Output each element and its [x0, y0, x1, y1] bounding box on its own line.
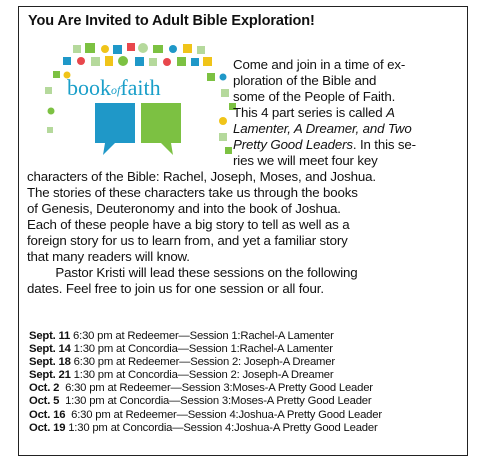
- session-details: 6:30 pm at Redeemer—Session 2: Joseph-A Dreamer: [70, 356, 335, 369]
- session-date: Oct. 5: [29, 395, 60, 408]
- schedule-row: [29, 356, 382, 369]
- intro-line: Lamenter, A Dreamer, and Two: [233, 121, 412, 136]
- body-line: characters of the Bible: Rachel, Joseph, Moses, and Joshua.: [27, 169, 376, 184]
- invitation-title: You Are Invited to Adult Bible Exploration!: [28, 13, 315, 29]
- book-of-faith-logo: [43, 43, 243, 177]
- body-line: of Genesis, Deuteronomy and into the book of Joshua.: [27, 201, 341, 216]
- session-details: 6:30 pm at Redeemer—Session 3:Moses-A Pretty Good Leader: [59, 382, 373, 395]
- body-line: Pastor Kristi will lead these sessions on the following: [27, 265, 358, 280]
- body-line: The stories of these characters take us through the books: [27, 185, 358, 200]
- session-details: 1:30 pm at Concordia—Session 3:Moses-A Pretty Good Leader: [59, 395, 372, 408]
- intro-line: ries we will meet four key: [233, 153, 378, 168]
- schedule-row: [29, 330, 382, 343]
- session-details: 1:30 pm at Concordia—Session 1:Rachel-A Lamenter: [70, 343, 333, 356]
- intro-line: some of the People of Faith.: [233, 89, 396, 104]
- session-date: Oct. 19: [29, 421, 66, 434]
- session-details: 1:30 pm at Concordia—Session 2: Joseph-A Dreamer: [70, 369, 334, 382]
- intro-line: Come and join in a time of ex-: [233, 57, 406, 72]
- session-date: Sept. 18: [29, 356, 71, 369]
- schedule-row: [29, 395, 382, 408]
- schedule-row: [29, 409, 382, 422]
- book-of-faith-wordmark: bookoffaith: [67, 75, 161, 100]
- body-line: that many readers will know.: [27, 249, 190, 264]
- session-schedule: [29, 330, 382, 435]
- schedule-row: [29, 369, 382, 382]
- session-date: Sept. 11: [29, 330, 71, 342]
- schedule-row: [29, 422, 382, 435]
- session-details: 6:30 pm at Redeemer—Session 4:Joshua-A Pretty Good Leader: [65, 408, 382, 421]
- session-details: 6:30 pm at Redeemer—Session 1:Rachel-A Lamenter: [70, 330, 334, 342]
- session-date: Sept. 21: [29, 369, 71, 382]
- body-line: foreign story for us to learn from, and yet a familiar story: [27, 233, 348, 248]
- schedule-row: [29, 343, 382, 356]
- session-date: Oct. 2: [29, 382, 60, 395]
- session-date: Oct. 16: [29, 408, 66, 421]
- session-date: Sept. 14: [29, 343, 71, 356]
- body-line: Each of these people have a big story to tell as well as a: [27, 217, 350, 232]
- intro-line: Pretty Good Leaders. In this se-: [233, 137, 416, 152]
- schedule-row: [29, 382, 382, 395]
- session-details: 1:30 pm at Concordia—Session 4:Joshua-A Pretty Good Leader: [65, 421, 378, 434]
- intro-line: This 4 part series is called A: [233, 105, 395, 120]
- body-line: dates. Feel free to join us for one session or all four.: [27, 281, 324, 296]
- intro-line: ploration of the Bible and: [233, 73, 377, 88]
- speech-bubbles-logo-icon: [95, 103, 181, 155]
- invitation-box: [18, 6, 468, 456]
